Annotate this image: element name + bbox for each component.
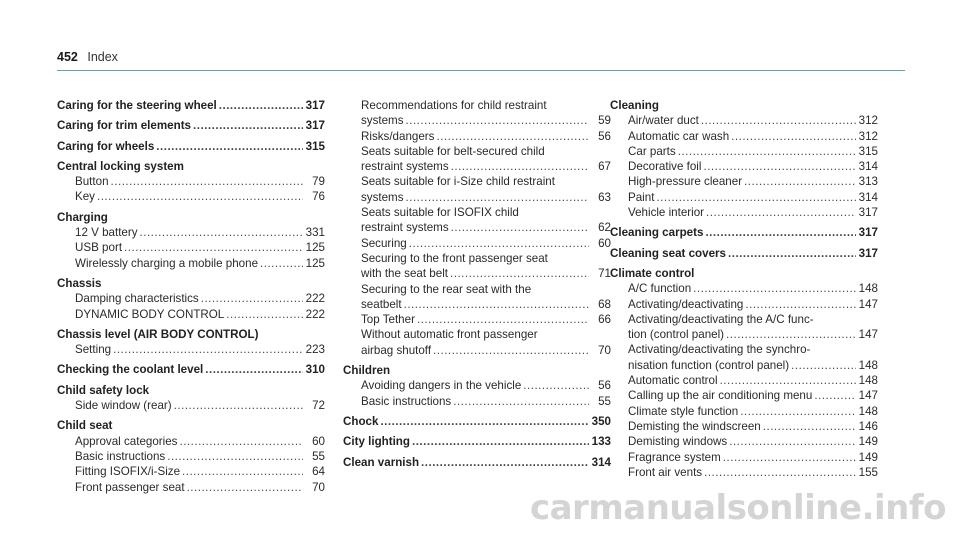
index-subentry-label: nisation function (control panel) <box>628 358 790 372</box>
index-subentry-page: 222 <box>305 292 325 306</box>
dot-leader <box>745 297 856 312</box>
index-subentry-page: 147 <box>858 297 878 311</box>
index-subentry <box>57 464 325 479</box>
index-entry <box>343 434 611 449</box>
index-entry <box>343 363 611 409</box>
index-heading: Child safety lock <box>57 383 150 397</box>
index-heading <box>610 246 878 261</box>
index-heading: Cleaning <box>610 99 659 112</box>
index-subentry-line: Securing to the front passenger seat <box>361 251 548 265</box>
index-subentry-label: restraint systems <box>361 160 449 174</box>
index-subentry-label: Avoiding dangers in the vehicle <box>361 379 522 393</box>
index-subentry <box>610 297 878 312</box>
dot-leader <box>726 327 856 342</box>
dot-leader <box>156 139 303 154</box>
dot-leader <box>167 449 303 464</box>
index-heading <box>343 434 611 449</box>
dot-leader <box>678 144 856 159</box>
index-entry <box>57 418 325 494</box>
index-heading <box>57 139 325 154</box>
dot-leader <box>417 312 589 327</box>
index-subentry-page: 62 <box>598 221 611 235</box>
index-subentry <box>610 327 878 342</box>
index-subentry-line: Seats suitable for i-Size child restraint <box>361 175 555 189</box>
index-subentry-label: Decorative foil <box>628 160 702 174</box>
header-divider <box>57 70 905 71</box>
index-subentry <box>57 398 325 413</box>
index-heading-label: Caring for trim elements <box>57 119 192 133</box>
index-heading <box>57 362 325 377</box>
index-subentry-page: 125 <box>305 256 325 270</box>
index-subentry-page: 147 <box>858 389 878 403</box>
index-entry <box>57 276 325 322</box>
index-subentry-page: 331 <box>305 226 325 240</box>
dot-leader <box>406 190 589 205</box>
index-subentry-label: Setting <box>75 343 112 357</box>
index-heading-page: 317 <box>305 99 325 112</box>
index-heading-page: 315 <box>305 139 325 153</box>
index-subentry <box>343 190 611 205</box>
index-heading <box>610 225 878 240</box>
index-subentry <box>57 480 325 495</box>
dot-leader <box>731 129 856 144</box>
index-subentry <box>343 378 611 393</box>
dot-leader <box>226 307 303 322</box>
dot-leader <box>124 240 303 255</box>
index-subentry <box>610 281 878 296</box>
index-subentry <box>610 373 878 388</box>
index-entry <box>57 98 325 113</box>
dot-leader <box>182 464 303 479</box>
index-subentry-page: 222 <box>305 307 325 321</box>
index-entry <box>57 327 325 358</box>
index-entry <box>610 266 878 480</box>
index-subentry-page: 60 <box>312 434 325 448</box>
index-subentry-page: 223 <box>305 343 325 357</box>
index-entry <box>610 225 878 240</box>
index-subentry-page: 312 <box>858 129 878 143</box>
index-subentry-label: Damping characteristics <box>75 292 199 306</box>
dot-leader <box>260 256 303 271</box>
index-subentry-page: 67 <box>598 160 611 174</box>
dot-leader <box>179 434 303 449</box>
dot-leader <box>706 205 856 220</box>
index-heading: Child seat <box>57 419 113 433</box>
index-subentry <box>57 225 325 240</box>
index-entry <box>57 362 325 377</box>
index-entry <box>57 139 325 154</box>
index-subentry-line: Seats suitable for belt-secured child <box>361 144 545 158</box>
index-subentry-label: systems <box>361 190 404 204</box>
dot-leader <box>436 129 589 144</box>
index-subentry <box>57 291 325 306</box>
dot-leader <box>656 190 856 205</box>
index-column-1 <box>57 98 325 500</box>
index-subentry <box>343 220 611 235</box>
dot-leader <box>433 343 589 358</box>
index-subentry-page: 76 <box>312 190 325 204</box>
index-subentry-line: Securing to the rear seat with the <box>361 282 532 296</box>
index-subentry-label: Fitting ISOFIX/i-Size <box>75 465 181 479</box>
index-subentry-label: High-pressure cleaner <box>628 175 743 189</box>
index-subentry-page: 59 <box>598 114 611 128</box>
index-subentry-page: 148 <box>858 404 878 418</box>
index-subentry-label: Automatic control <box>628 374 718 388</box>
index-heading: Chassis <box>57 276 102 290</box>
index-heading-label: Caring for wheels <box>57 139 155 153</box>
index-subentry-label: Securing <box>361 236 407 250</box>
index-subentry-page: 63 <box>598 190 611 204</box>
index-subentry-page: 125 <box>305 241 325 255</box>
index-subentry <box>610 129 878 144</box>
index-subentry-label: Risks/dangers <box>361 129 435 143</box>
dot-leader <box>174 398 303 413</box>
dot-leader <box>763 419 856 434</box>
index-heading-page: 350 <box>591 414 611 428</box>
dot-leader <box>201 291 303 306</box>
dot-leader <box>421 455 589 470</box>
index-subentry-label: DYNAMIC BODY CONTROL <box>75 307 225 321</box>
dot-leader <box>693 281 856 296</box>
index-subentry-label: Front passenger seat <box>75 480 185 494</box>
index-subentry <box>610 174 878 189</box>
index-subentry-line: Without automatic front passenger <box>361 328 538 342</box>
index-subentry <box>610 465 878 480</box>
dot-leader <box>409 236 589 251</box>
page-title: Index <box>87 50 118 64</box>
index-subentry-label: Top Tether <box>361 313 415 327</box>
index-subentry-label: Side window (rear) <box>75 399 172 413</box>
index-subentry <box>57 449 325 464</box>
index-subentry <box>610 159 878 174</box>
index-subentry-page: 149 <box>858 450 878 464</box>
index-subentry-page: 148 <box>858 282 878 296</box>
index-heading <box>343 455 611 470</box>
index-entry <box>57 159 325 205</box>
index-subentry <box>57 434 325 449</box>
index-subentry-label: Demisting the windscreen <box>628 419 761 433</box>
index-subentry-page: 60 <box>598 236 611 250</box>
index-subentry-label: Vehicle interior <box>628 206 705 220</box>
index-subentry-page: 55 <box>312 449 325 463</box>
dot-leader <box>140 225 303 240</box>
index-subentry <box>610 144 878 159</box>
index-heading: Central locking system <box>57 159 184 173</box>
index-subentry-page: 70 <box>598 343 611 357</box>
dot-leader <box>97 189 303 204</box>
index-subentry-page: 312 <box>858 114 878 128</box>
index-subentry-label: USB port <box>75 241 123 255</box>
index-entry <box>343 98 611 358</box>
index-entry <box>57 210 325 271</box>
index-subentry <box>610 404 878 419</box>
index-subentry <box>57 256 325 271</box>
index-subentry-label: Basic instructions <box>361 394 452 408</box>
dot-leader <box>451 220 589 235</box>
index-subentry-label: Button <box>75 175 109 189</box>
index-subentry-label: Automatic car wash <box>628 129 730 143</box>
index-subentry <box>343 236 611 251</box>
index-column-3 <box>610 98 878 485</box>
dot-leader <box>791 358 856 373</box>
index-subentry-page: 314 <box>858 190 878 204</box>
index-heading-label: Chock <box>343 414 379 428</box>
index-subentry-label: systems <box>361 114 404 128</box>
index-subentry <box>343 159 611 174</box>
dot-leader <box>703 159 856 174</box>
index-subentry <box>57 307 325 322</box>
index-heading-label: City lighting <box>343 435 410 449</box>
dot-leader <box>523 378 589 393</box>
dot-leader <box>205 362 303 377</box>
index-subentry <box>610 450 878 465</box>
index-subentry-page: 68 <box>598 297 611 311</box>
index-subentry-label: Fragrance system <box>628 450 721 464</box>
index-subentry-page: 72 <box>312 399 325 413</box>
index-subentry-page: 148 <box>858 358 878 372</box>
index-subentry-line: Activating/deactivating the A/C func- <box>628 312 814 326</box>
index-subentry-label: Car parts <box>628 144 676 158</box>
index-subentry <box>343 394 611 409</box>
dot-leader <box>720 373 856 388</box>
index-subentry-label: Key <box>75 190 95 204</box>
index-subentry-page: 315 <box>858 144 878 158</box>
index-subentry-label: Wirelessly charging a mobile phone <box>75 256 259 270</box>
index-column-2 <box>343 98 611 475</box>
index-subentry-label: airbag shutoff <box>361 343 432 357</box>
index-subentry-label: 12 V battery <box>75 226 138 240</box>
index-subentry <box>610 434 878 449</box>
index-heading-page: 310 <box>305 363 325 377</box>
index-heading-label: Checking the coolant level <box>57 363 204 377</box>
dot-leader <box>111 174 303 189</box>
index-heading <box>57 98 325 113</box>
dot-leader <box>729 434 856 449</box>
index-subentry-page: 313 <box>858 175 878 189</box>
index-subentry <box>343 129 611 144</box>
index-subentry-page: 155 <box>858 465 878 479</box>
index-subentry <box>57 189 325 204</box>
index-heading <box>57 118 325 133</box>
dot-leader <box>193 118 303 133</box>
index-heading-page: 314 <box>591 455 611 469</box>
index-heading: Charging <box>57 210 108 224</box>
index-subentry-label: A/C function <box>628 282 692 296</box>
dot-leader <box>701 113 856 128</box>
index-entry <box>343 414 611 429</box>
index-subentry <box>343 312 611 327</box>
index-subentry-page: 79 <box>312 175 325 189</box>
index-subentry <box>57 342 325 357</box>
index-subentry <box>57 174 325 189</box>
index-subentry-label: Climate style function <box>628 404 739 418</box>
dot-leader <box>113 342 303 357</box>
dot-leader <box>744 174 856 189</box>
page-number: 452 <box>57 50 78 64</box>
index-subentry-line: Seats suitable for ISOFIX child <box>361 206 519 220</box>
index-heading-page: 133 <box>591 435 611 449</box>
index-entry <box>610 98 878 220</box>
index-subentry-label: Air/water duct <box>628 114 699 128</box>
dot-leader <box>450 266 589 281</box>
index-subentry <box>57 240 325 255</box>
dot-leader <box>740 404 856 419</box>
index-subentry-label: Basic instructions <box>75 449 166 463</box>
index-heading <box>343 414 611 429</box>
page-header <box>57 50 118 64</box>
index-subentry-label: Front air vents <box>628 465 703 479</box>
index-entry <box>57 383 325 414</box>
index-subentry-label: Activating/deactivating <box>628 297 744 311</box>
dot-leader <box>451 159 589 174</box>
index-subentry-page: 147 <box>858 328 878 342</box>
index-subentry-page: 64 <box>312 465 325 479</box>
dot-leader <box>406 113 589 128</box>
index-subentry <box>610 205 878 220</box>
watermark-logo: carmanualsonline.info <box>529 488 946 528</box>
dot-leader <box>187 480 303 495</box>
dot-leader <box>412 434 589 449</box>
index-subentry <box>343 343 611 358</box>
index-heading-page: 317 <box>305 119 325 133</box>
dot-leader <box>453 394 589 409</box>
index-subentry <box>610 358 878 373</box>
index-subentry-page: 56 <box>598 129 611 143</box>
index-subentry-label: Approval categories <box>75 434 178 448</box>
index-subentry-page: 70 <box>312 480 325 494</box>
index-subentry-page: 314 <box>858 160 878 174</box>
index-subentry <box>343 266 611 281</box>
index-subentry-line: Recommendations for child restraint <box>361 99 547 112</box>
dot-leader <box>219 98 303 113</box>
index-subentry-page: 71 <box>598 267 611 281</box>
index-subentry <box>610 388 878 403</box>
index-heading-page: 317 <box>858 226 878 240</box>
index-heading: Climate control <box>610 266 695 280</box>
index-heading: Children <box>343 364 391 378</box>
index-subentry-label: with the seat belt <box>361 267 449 281</box>
index-subentry-label: Demisting windows <box>628 435 728 449</box>
index-heading-label: Cleaning seat covers <box>610 246 726 260</box>
index-subentry-page: 56 <box>598 379 611 393</box>
index-subentry <box>610 113 878 128</box>
index-heading-label: Clean varnish <box>343 455 420 469</box>
index-subentry-page: 55 <box>598 394 611 408</box>
dot-leader <box>705 225 856 240</box>
index-heading-label: Cleaning carpets <box>610 226 704 240</box>
dot-leader <box>814 388 856 403</box>
index-subentry-label: seatbelt <box>361 297 402 311</box>
index-subentry-label: tion (control panel) <box>628 328 725 342</box>
index-subentry-line: Activating/deactivating the synchro- <box>628 343 811 357</box>
index-subentry <box>343 297 611 312</box>
index-subentry-page: 149 <box>858 435 878 449</box>
dot-leader <box>728 246 856 261</box>
dot-leader <box>380 414 589 429</box>
index-heading-page: 317 <box>858 246 878 260</box>
index-subentry <box>610 190 878 205</box>
index-subentry-label: Calling up the air conditioning menu <box>628 389 813 403</box>
index-subentry-page: 146 <box>858 419 878 433</box>
index-subentry <box>610 419 878 434</box>
dot-leader <box>704 465 856 480</box>
dot-leader <box>723 450 856 465</box>
index-subentry-page: 317 <box>858 206 878 220</box>
index-entry <box>610 246 878 261</box>
dot-leader <box>404 297 589 312</box>
index-subentry-label: restraint systems <box>361 221 449 235</box>
index-subentry <box>343 113 611 128</box>
index-entry <box>57 118 325 133</box>
index-heading: Chassis level (AIR BODY CONTROL) <box>57 327 259 341</box>
index-entry <box>343 455 611 470</box>
index-heading-label: Caring for the steering wheel <box>57 99 217 112</box>
index-subentry-page: 66 <box>598 313 611 327</box>
index-subentry-page: 148 <box>858 374 878 388</box>
index-subentry-label: Paint <box>628 190 655 204</box>
